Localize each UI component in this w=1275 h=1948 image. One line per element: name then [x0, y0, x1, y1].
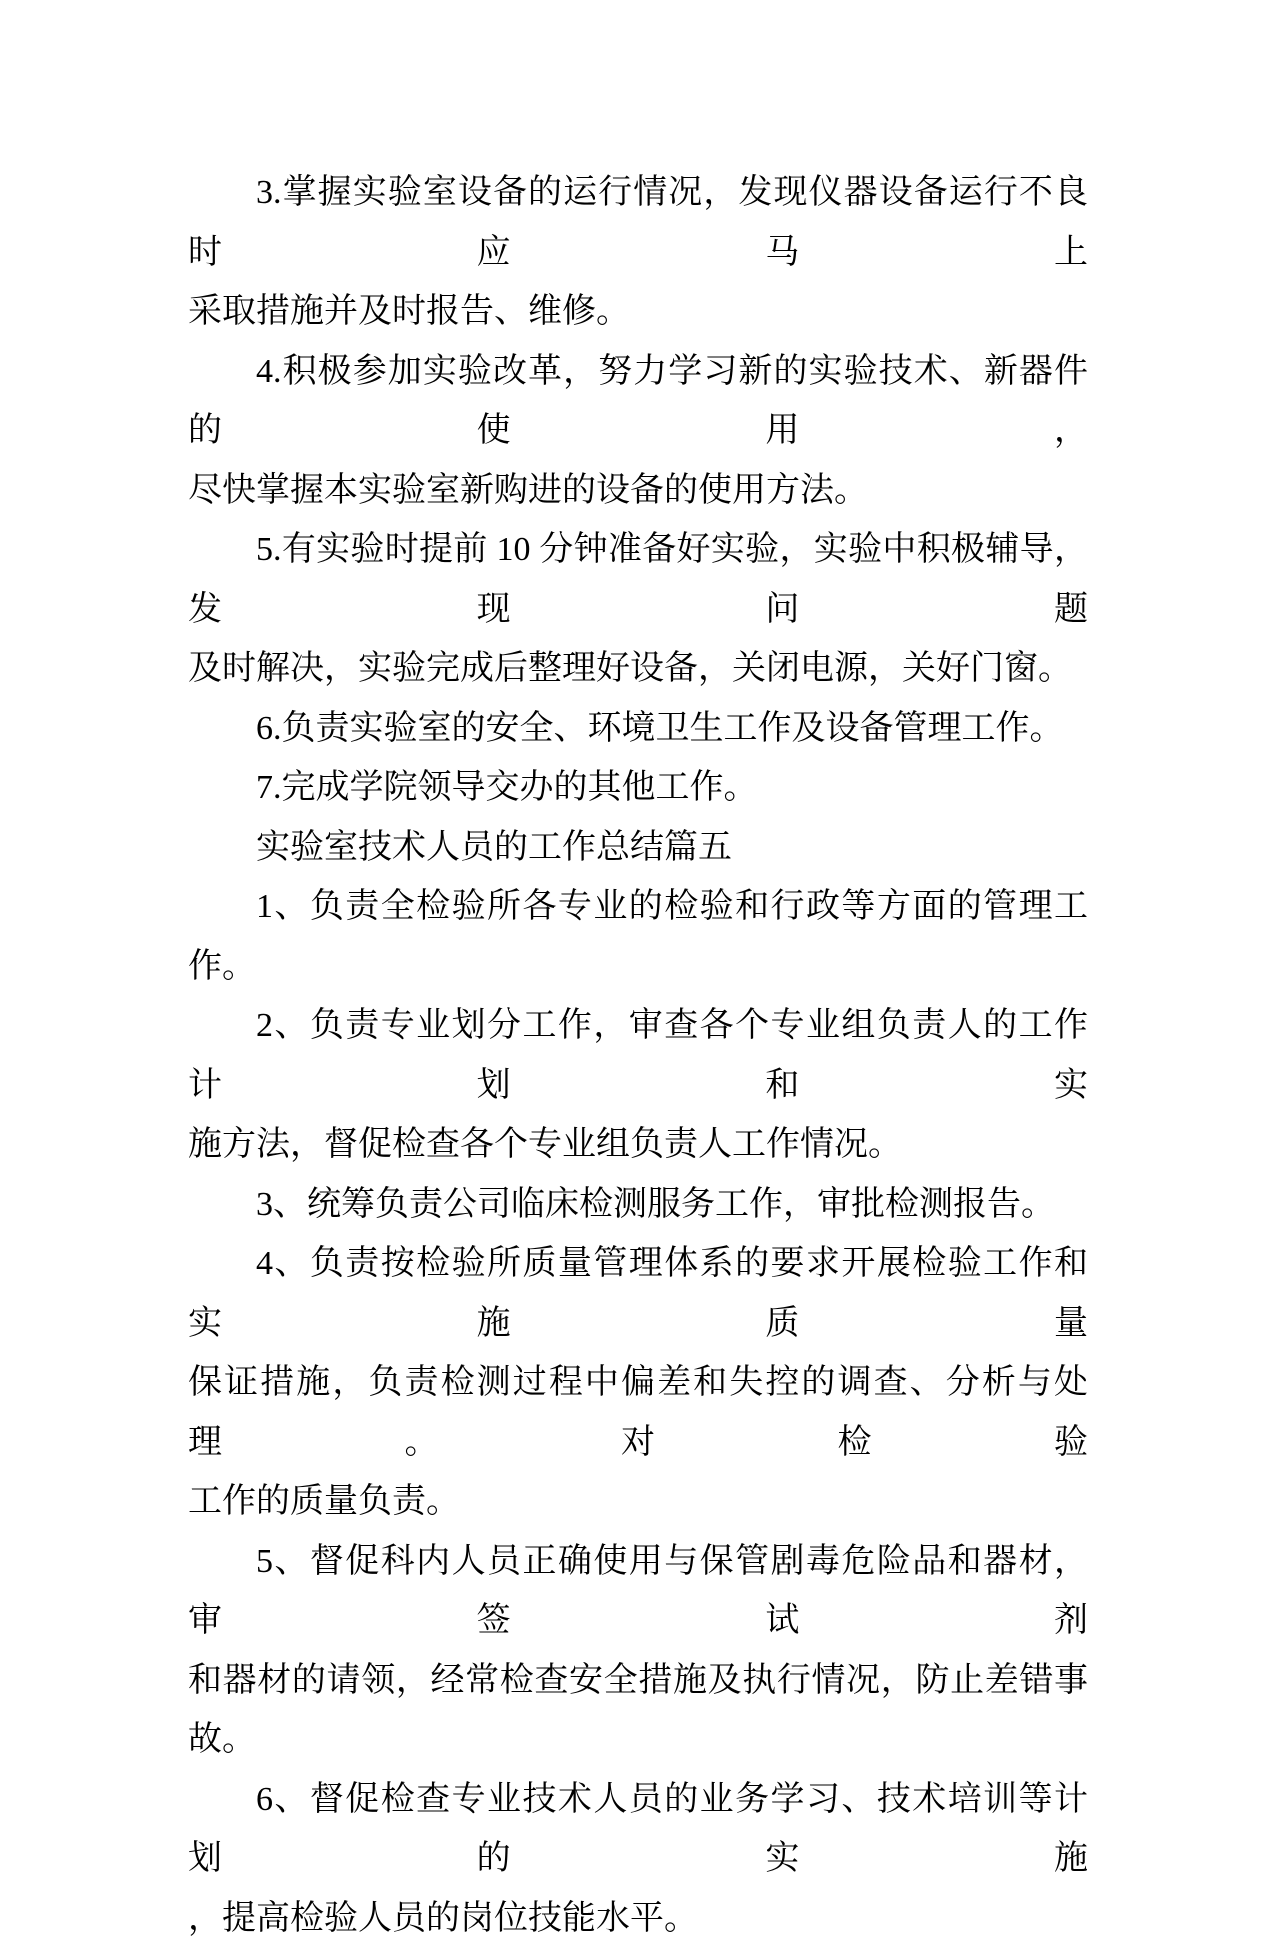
text-line: 及时解决，实验完成后整理好设备，关闭电源，关好门窗。	[188, 639, 1088, 699]
paragraph	[188, 699, 1088, 759]
paragraph	[188, 996, 1088, 1175]
text-line: 施方法，督促检查各个专业组负责人工作情况。	[188, 1115, 1088, 1175]
paragraph	[188, 818, 1088, 878]
text-line: 6.负责实验室的安全、环境卫生工作及设备管理工作。	[188, 699, 1088, 759]
document-body	[188, 163, 1088, 1948]
text-line: ，提高检验人员的岗位技能水平。	[188, 1889, 1088, 1948]
paragraph	[188, 163, 1088, 342]
text-line: 7.完成学院领导交办的其他工作。	[188, 758, 1088, 818]
text-line: 保证措施，负责检测过程中偏差和失控的调查、分析与处理。对检验	[188, 1353, 1088, 1472]
paragraph	[188, 758, 1088, 818]
text-line: 1、负责全检验所各专业的检验和行政等方面的管理工作。	[188, 877, 1088, 996]
paragraph	[188, 342, 1088, 521]
text-line: 4.积极参加实验改革，努力学习新的实验技术、新器件的使用，	[188, 342, 1088, 461]
paragraph	[188, 520, 1088, 699]
text-line: 工作的质量负责。	[188, 1472, 1088, 1532]
paragraph	[188, 1234, 1088, 1532]
text-line: 5、督促科内人员正确使用与保管剧毒危险品和器材，审签试剂	[188, 1532, 1088, 1651]
text-line: 5.有实验时提前 10 分钟准备好实验，实验中积极辅导，发现问题	[188, 520, 1088, 639]
paragraph	[188, 1175, 1088, 1235]
text-line: 6、督促检查专业技术人员的业务学习、技术培训等计划的实施	[188, 1770, 1088, 1889]
text-line: 4、负责按检验所质量管理体系的要求开展检验工作和实施质量	[188, 1234, 1088, 1353]
text-line: 采取措施并及时报告、维修。	[188, 282, 1088, 342]
text-line: 和器材的请领，经常检查安全措施及执行情况，防止差错事故。	[188, 1651, 1088, 1770]
text-line: 3.掌握实验室设备的运行情况，发现仪器设备运行不良时应马上	[188, 163, 1088, 282]
text-line: 尽快掌握本实验室新购进的设备的使用方法。	[188, 461, 1088, 521]
text-line: 2、负责专业划分工作，审查各个专业组负责人的工作计划和实	[188, 996, 1088, 1115]
text-line: 3、统筹负责公司临床检测服务工作，审批检测报告。	[188, 1175, 1088, 1235]
paragraph	[188, 1532, 1088, 1770]
text-line: 实验室技术人员的工作总结篇五	[188, 818, 1088, 878]
paragraph	[188, 877, 1088, 996]
paragraph	[188, 1770, 1088, 1948]
